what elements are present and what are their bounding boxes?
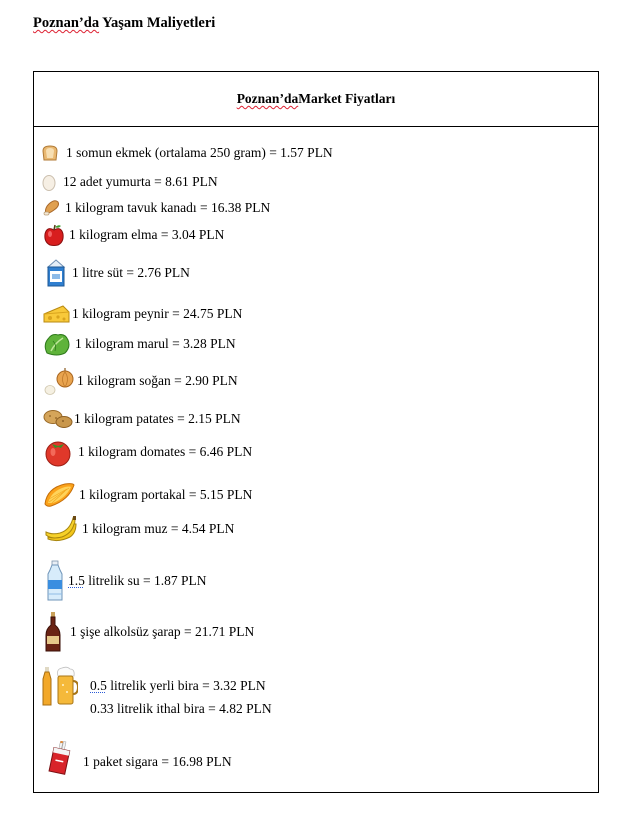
item-text: 1 şişe alkolsüz şarap = 21.71 PLN — [70, 624, 255, 639]
item-text — [68, 573, 207, 589]
item-text-rest: litrelik yerli bira = 3.32 PLN — [106, 678, 266, 693]
chicken-wing-icon — [43, 198, 61, 218]
item-text: 0.33 litrelik ithal bira = 4.82 PLN — [90, 701, 272, 716]
beer-icon — [42, 665, 78, 707]
table-header-city: Poznan’da — [236, 91, 299, 106]
list-item — [44, 611, 254, 653]
banana-icon — [44, 515, 78, 543]
document-title-city: Poznan’da — [33, 15, 100, 31]
item-text: 1 paket sigara = 16.98 PLN — [83, 754, 232, 769]
list-item — [44, 560, 207, 602]
item-text-amount: 1.5 — [68, 573, 85, 588]
list-item — [43, 223, 224, 247]
item-text: 1 kilogram patates = 2.15 PLN — [74, 411, 241, 426]
list-item — [48, 741, 232, 775]
table-header — [34, 72, 598, 127]
orange-slice-icon — [43, 482, 75, 508]
item-text-amount: 0.5 — [90, 678, 107, 693]
egg-icon — [42, 173, 56, 191]
item-text: 1 kilogram domates = 6.46 PLN — [78, 444, 253, 459]
document-title-rest: Yaşam Maliyetleri — [99, 15, 216, 31]
list-item — [43, 482, 252, 508]
list-item — [43, 409, 241, 429]
item-text: 1 kilogram muz = 4.54 PLN — [82, 521, 235, 536]
list-item — [90, 701, 272, 717]
tomato-icon — [43, 437, 73, 467]
wine-bottle-icon — [44, 611, 62, 653]
cheese-icon — [43, 304, 70, 324]
item-text: 1 kilogram tavuk kanadı = 16.38 PLN — [65, 200, 271, 215]
item-text — [90, 678, 266, 694]
list-item — [44, 515, 234, 543]
list-item — [43, 304, 242, 324]
list-item — [43, 366, 238, 396]
bread-icon — [41, 145, 59, 161]
list-item — [43, 198, 270, 218]
item-text: 1 somun ekmek (ortalama 250 gram) = 1.57 PLN — [66, 145, 333, 160]
lettuce-icon — [43, 331, 71, 357]
item-text: 1 litre süt = 2.76 PLN — [72, 265, 190, 280]
milk-carton-icon — [45, 258, 67, 288]
onion-icon — [43, 366, 75, 396]
list-item — [43, 331, 236, 357]
cigarette-pack-icon — [48, 741, 72, 775]
item-text-rest: litrelik su = 1.87 PLN — [84, 573, 207, 588]
item-text: 1 kilogram marul = 3.28 PLN — [75, 336, 236, 351]
list-item — [41, 145, 333, 161]
item-text: 1 kilogram elma = 3.04 PLN — [69, 227, 225, 242]
item-text: 12 adet yumurta = 8.61 PLN — [63, 174, 218, 189]
item-text: 1 kilogram soğan = 2.90 PLN — [77, 373, 238, 388]
water-bottle-icon — [44, 560, 66, 602]
list-item — [42, 173, 218, 191]
item-text: 1 kilogram peynir = 24.75 PLN — [72, 306, 243, 321]
item-text: 1 kilogram portakal = 5.15 PLN — [79, 487, 253, 502]
apple-icon — [43, 223, 65, 247]
document-title — [33, 15, 215, 32]
list-item — [43, 437, 252, 467]
list-item — [45, 258, 190, 288]
table-header-rest: Market Fiyatları — [298, 91, 396, 106]
price-table — [33, 71, 599, 793]
potato-icon — [43, 409, 73, 429]
